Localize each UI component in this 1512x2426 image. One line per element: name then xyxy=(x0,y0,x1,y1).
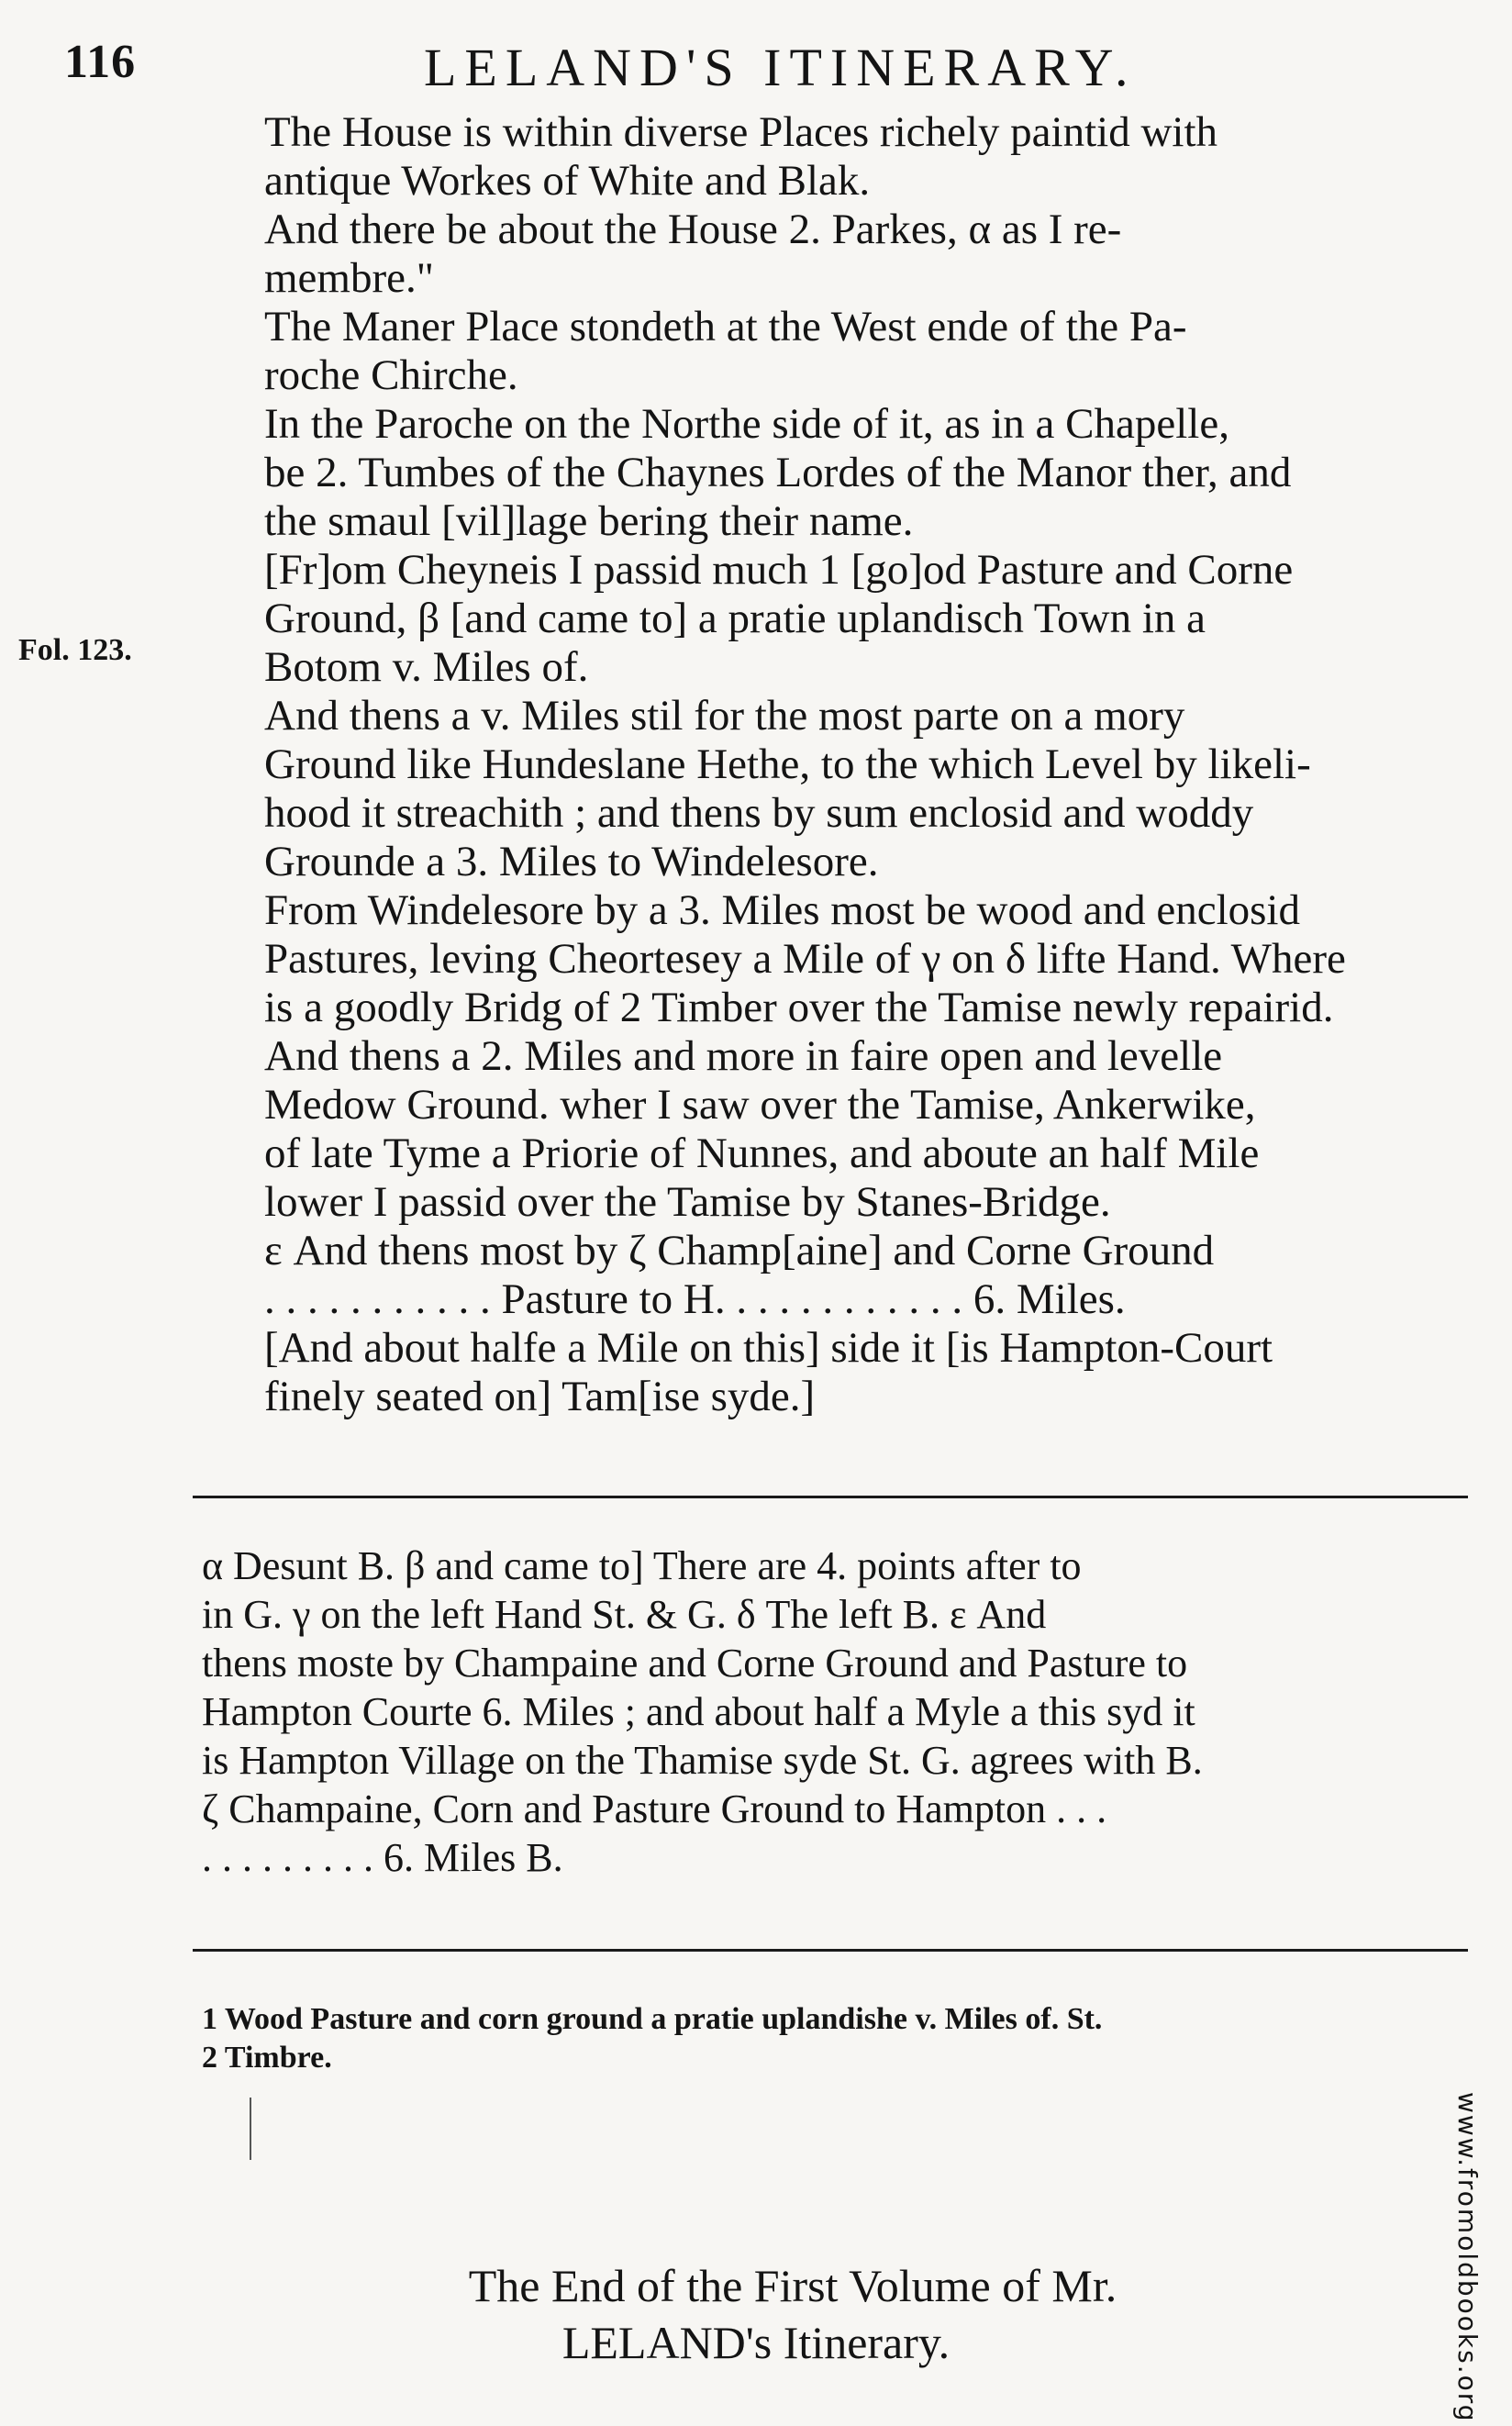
text-line: From Windelesore by a 3. Miles most be wood and enclosid xyxy=(264,886,1300,934)
text-line: And there be about the House 2. Parkes, α as I re- xyxy=(264,206,1122,253)
text-line: the smaul [vil]lage bering their name. xyxy=(264,497,914,545)
paragraph xyxy=(209,206,1484,303)
note-line: ζ Champaine, Corn and Pasture Ground to Hampton . . . xyxy=(202,1786,1107,1831)
text-line: And thens a 2. Miles and more in faire open and levelle xyxy=(264,1032,1223,1080)
text-line: is a goodly Bridg of 2 Timber over the Tamise newly repairid. xyxy=(264,984,1334,1031)
text-line: lower I passid over the Tamise by Stanes-Bridge. xyxy=(264,1178,1111,1226)
note-line: is Hampton Village on the Thamise syde St. G. agrees with B. xyxy=(202,1738,1203,1783)
text-line: hood it streachith ; and thens by sum enclosid and woddy xyxy=(264,789,1254,837)
text-line: And thens a v. Miles stil for the most parte on a mory xyxy=(264,692,1185,740)
colophon-line: The End of the First Volume of Mr. xyxy=(468,2260,1117,2311)
paragraph xyxy=(209,1032,1484,1227)
note-line: . . . . . . . . . 6. Miles B. xyxy=(202,1835,563,1880)
footnote-line: 2 Timbre. xyxy=(202,2041,332,2075)
text-line: [Fr]om Cheyneis I passid much 1 [go]od Pasture and Corne xyxy=(264,546,1294,594)
colophon-line: LELAND's Itinerary. xyxy=(561,2317,951,2368)
paragraph xyxy=(209,108,1484,206)
text-line: ε And thens most by ζ Champ[aine] and Corne Ground xyxy=(264,1227,1215,1274)
paragraph xyxy=(209,400,1484,546)
footnote-line: 1 Wood Pasture and corn ground a pratie uplandishe v. Miles of. St. xyxy=(202,2002,1103,2036)
footnotes xyxy=(202,2000,1468,2077)
text-line: Ground, β [and came to] a pratie uplandisch Town in a xyxy=(264,595,1206,642)
running-head: LELAND'S ITINERARY. xyxy=(424,38,1137,97)
note-line: α Desunt B. β and came to] There are 4. points after to xyxy=(202,1543,1082,1588)
note-line: in G. γ on the left Hand St. & G. δ The left B. ε And xyxy=(202,1592,1047,1637)
variant-notes xyxy=(202,1541,1468,1882)
pencil-mark xyxy=(250,2098,251,2160)
paragraph xyxy=(209,1227,1484,1421)
text-line: roche Chirche. xyxy=(264,351,518,399)
text-line: of late Tyme a Priorie of Nunnes, and aboute an half Mile xyxy=(264,1130,1260,1177)
paragraph xyxy=(209,546,1484,692)
colophon xyxy=(0,2257,1512,2371)
text-line: Pastures, leving Cheortesey a Mile of γ on δ lifte Hand. Where xyxy=(264,935,1346,983)
text-line: Botom v. Miles of. xyxy=(264,643,589,691)
text-line: Ground like Hundeslane Hethe, to the which Level by likeli- xyxy=(264,740,1311,788)
text-line: finely seated on] Tam[ise syde.] xyxy=(264,1373,816,1420)
text-line: be 2. Tumbes of the Chaynes Lordes of the Manor ther, and xyxy=(264,449,1292,496)
text-line: antique Workes of White and Blak. xyxy=(264,157,871,205)
watermark: www.fromoldbooks.org xyxy=(1452,2092,1483,2423)
text-line: The Maner Place stondeth at the West ende of the Pa- xyxy=(264,303,1187,351)
divider-rule xyxy=(193,1496,1468,1498)
text-line: membre." xyxy=(264,254,434,302)
text-line: Medow Ground. wher I saw over the Tamise, Ankerwike, xyxy=(264,1081,1256,1129)
page-number: 116 xyxy=(64,36,137,88)
main-text xyxy=(209,108,1484,1421)
paragraph xyxy=(209,692,1484,886)
text-line: [And about halfe a Mile on this] side it [is Hampton-Court xyxy=(264,1324,1273,1372)
text-line: The House is within diverse Places richely paintid with xyxy=(264,108,1218,156)
paragraph xyxy=(209,303,1484,400)
note-line: thens moste by Champaine and Corne Ground and Pasture to xyxy=(202,1641,1188,1686)
text-line: Grounde a 3. Miles to Windelesore. xyxy=(264,838,879,885)
divider-rule xyxy=(193,1949,1468,1952)
note-line: Hampton Courte 6. Miles ; and about half a Myle a this syd it xyxy=(202,1689,1195,1734)
paragraph xyxy=(209,886,1484,1032)
marginal-folio-note: Fol. 123. xyxy=(18,633,132,667)
text-line: In the Paroche on the Northe side of it, as in a Chapelle, xyxy=(264,400,1229,448)
text-line: . . . . . . . . . . . Pasture to H. . . . . . . . . . . . 6. Miles. xyxy=(264,1275,1126,1323)
